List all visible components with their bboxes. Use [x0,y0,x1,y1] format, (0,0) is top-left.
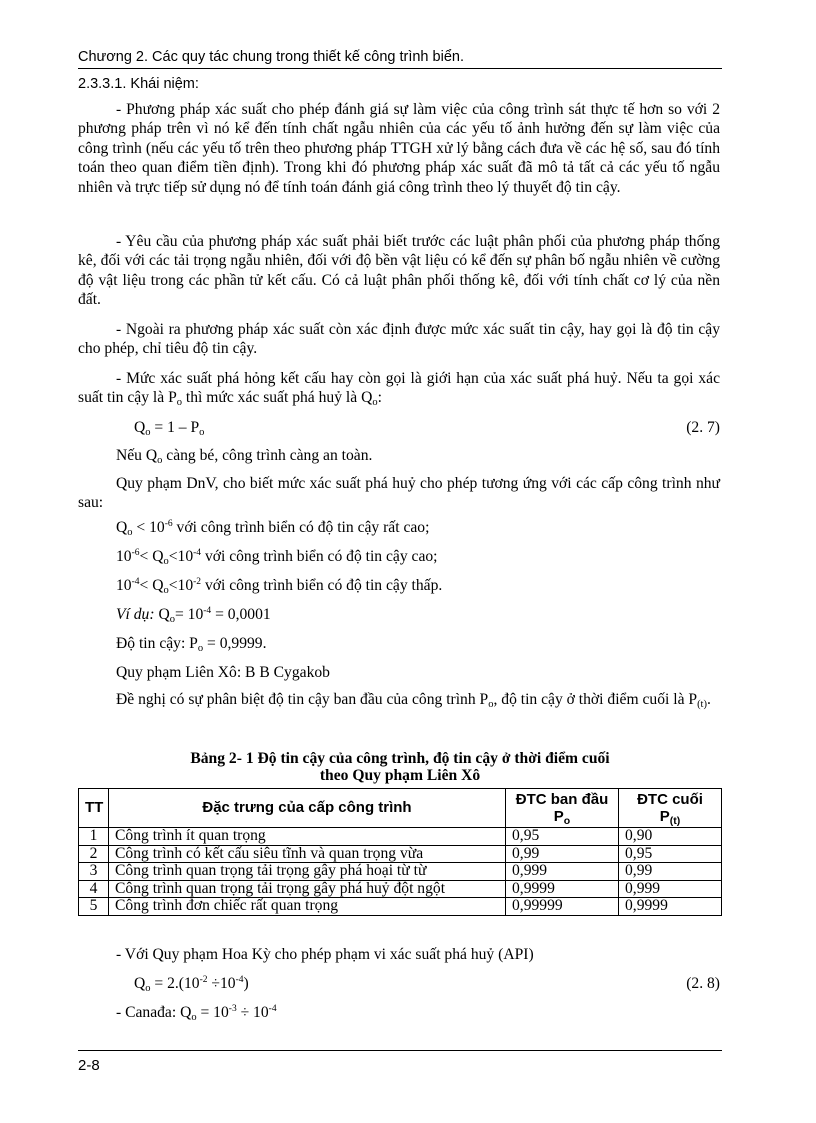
header-final-sub: (t) [669,815,681,827]
header-initial-label: ĐTC ban đầu [515,791,609,808]
dnv-paragraph: Quy phạm DnV, cho biết mức xác suất phá huỷ cho phép tương ứng với các cấp công trình như sau: [78,475,720,512]
header-initial [506,789,619,828]
running-header: Chương 2. Các quy tác chung trong thiết kế công trình biển. [78,49,464,65]
note-sub: o [157,455,163,466]
table-header-row [79,789,722,828]
table-row [79,863,722,881]
row-final: 0,999 [619,880,722,898]
table-row [79,898,722,916]
canada-b: = 10 [196,1004,229,1021]
level-1-exp: -6 [164,519,173,529]
header-final-label: ĐTC cuối [637,791,703,808]
row-feature: Công trình ít quan trọng [109,828,506,846]
paragraph-6 [78,690,720,709]
equation-2-7-number: (2. 7) [686,419,720,436]
level-3-rel2: <10 [168,577,194,594]
table-row [79,828,722,846]
canada-line [116,1003,277,1022]
note-a: Nếu Q [116,447,158,464]
level-2-exp: -4 [193,548,202,558]
level-3-pre: 10 [116,577,132,594]
canada-exp2: -4 [268,1004,277,1014]
eq28-lhs-sub: o [145,983,151,994]
table-row [79,880,722,898]
paragraph-6-b: , độ tin cậy ở thời điểm cuối là P [493,691,698,708]
eq28-lhs: Q [134,975,146,992]
level-1-pre-sub: o [127,527,133,538]
level-2-pre-exp: -6 [131,548,140,558]
soviet-standard-line: Quy phạm Liên Xô: B B Cygakob [116,664,330,681]
example-q-sub: o [169,614,175,625]
equation-2-7 [134,418,204,437]
level-3-desc: với công trình biển có độ tin cậy thấp. [201,577,443,594]
level-3-exp: -2 [193,577,202,587]
paragraph-4 [78,369,720,408]
header-tt: TT [79,789,109,828]
eq28-c: ) [243,975,249,992]
row-final: 0,90 [619,828,722,846]
reliability-line [116,634,267,653]
smaller-safer-note [116,446,372,465]
example-exp: -4 [203,606,212,616]
row-initial: 0,99 [506,845,619,863]
level-2-desc: với công trình biển có độ tin cậy cao; [201,548,438,565]
reliability-sub: o [197,643,204,654]
reliability-b: = 0,9999. [203,635,267,652]
eq28-a: = 2.(10 [150,975,200,992]
row-tt: 2 [79,845,109,863]
eq27-rhs-sub: o [199,427,205,438]
level-low [116,576,442,595]
reliability-table [78,788,722,916]
row-initial: 0,99999 [506,898,619,916]
row-tt: 4 [79,880,109,898]
example-val: = 0,0001 [211,606,271,623]
eq28-exp2: -4 [235,975,244,985]
paragraph-4-b: thì mức xác suất phá huỷ là Q [182,389,373,407]
canada-c: ÷ 10 [236,1004,269,1021]
row-tt: 1 [79,828,109,846]
level-2-rel-sub: o [163,556,169,567]
eq28-exp1: -2 [199,975,208,985]
page-number: 2-8 [78,1057,100,1074]
eq27-lhs-sub: o [145,427,151,438]
level-very-high [116,518,429,537]
eq27-rhs: = 1 – P [150,419,200,436]
paragraph-4-a: - Mức xác suất phá hỏng kết cấu hay còn gọi là giới hạn của xác suất phá huỷ. Nếu ta gọi xác suất tin cậy là P [78,370,720,407]
row-final: 0,99 [619,863,722,881]
canada-a: - Canađa: Q [116,1004,192,1021]
example-line [116,605,271,624]
paragraph-6-a: Đề nghị có sự phân biệt độ tin cậy ban đầu của công trình P [116,691,489,708]
level-1-desc: với công trình biển có độ tin cậy rất cao; [172,519,430,536]
api-line: - Với Quy phạm Hoa Kỳ cho phép phạm vi xác suất phá huỷ (API) [116,946,534,963]
row-tt: 3 [79,863,109,881]
row-final: 0,9999 [619,898,722,916]
header-feature: Đặc trưng của cấp công trình [109,789,506,828]
row-initial: 0,95 [506,828,619,846]
example-eq: = 10 [174,606,204,623]
example-q: Q [154,606,170,623]
row-feature: Công trình quan trọng tải trọng gây phá hoại từ từ [109,863,506,881]
level-3-rel-sub: o [163,585,169,596]
level-2-pre: 10 [116,548,132,565]
reliability-a: Độ tin cậy: P [116,635,198,652]
example-label: Ví dụ: [116,606,155,623]
paragraph-6-sub1: o [488,699,494,710]
row-feature: Công trình quan trọng tải trọng gây phá huỷ đột ngột [109,880,506,898]
paragraph-2: - Yêu cầu của phương pháp xác suất phải biết trước các luật phân phối của phương pháp thống kê, đối với các tải trọng ngẫu nhiên, đối với độ bền vật liệu có kể đến sự phân bố ngẫu nhiên về cường độ vật liệu trong các phần tử kết cấu. Có cả luật phân phối thống kê, đối với tính chất cơ lý của nền đất. [78,233,720,309]
table-caption-line-2: theo Quy phạm Liên Xô [319,767,481,784]
level-2-rel2: <10 [168,548,194,565]
row-initial: 0,9999 [506,880,619,898]
level-1-rel: < 10 [132,519,165,536]
canada-sub: o [191,1012,197,1023]
footer-rule [78,1050,722,1051]
level-1-pre: Q [116,519,128,536]
table-caption-line-1: Bảng 2- 1 Độ tin cậy của công trình, độ tin cậy ở thời điểm cuối [190,750,610,767]
note-b: càng bé, công trình càng an toàn. [162,447,373,464]
canada-exp1: -3 [228,1004,237,1014]
level-2-rel: < Q [139,548,164,565]
qo-subscript: o [372,397,378,409]
table-row [79,845,722,863]
eq27-lhs: Q [134,419,146,436]
row-feature: Công trình đơn chiếc rất quan trọng [109,898,506,916]
paragraph-6-sub2: (t) [697,699,707,710]
equation-2-8 [134,974,249,993]
level-3-pre-exp: -4 [131,577,140,587]
eq28-b: ÷10 [207,975,236,992]
header-initial-sym: P [553,808,564,825]
paragraph-1: - Phương pháp xác suất cho phép đánh giá sự làm việc của công trình sát thực tế hơn so với 2 phương pháp trên vì nó kể đến tính chất ngẫu nhiên của các yếu tố ảnh hưởng đến sự làm việc của công trình (nếu các yếu tố trên theo phương pháp TTGH xử lý bằng cách đưa về các hệ số, sau đó tính toán theo quan điểm tiền định). Trong khi đó phương pháp xác suất đã mô tả tất cả các yếu tố ngẫu nhiên và trực tiếp sử dụng nó để tính toán đánh giá công trình theo lý thuyết độ tin cậy. [78,101,720,196]
row-feature: Công trình có kết cấu siêu tĩnh và quan trọng vừa [109,845,506,863]
paragraph-3-text: - Ngoài ra phương pháp xác suất còn xác định được mức xác suất tin cậy, hay gọi là độ tin cậy cho phép, chỉ tiêu độ tin cậy. [78,321,720,358]
level-3-rel: < Q [139,577,164,594]
paragraph-6-c: . [706,691,711,708]
row-final: 0,95 [619,845,722,863]
header-rule [78,68,722,69]
po-subscript: o [176,397,182,409]
header-initial-sub: o [563,815,571,827]
paragraph-3 [78,320,720,359]
level-high [116,547,438,566]
row-initial: 0,999 [506,863,619,881]
header-final-sym: P [659,808,670,825]
section-title: 2.3.3.1. Khái niệm: [78,76,199,92]
row-tt: 5 [79,898,109,916]
header-final [619,789,722,828]
paragraph-4-c: : [377,389,382,407]
equation-2-8-number: (2. 8) [686,975,720,992]
